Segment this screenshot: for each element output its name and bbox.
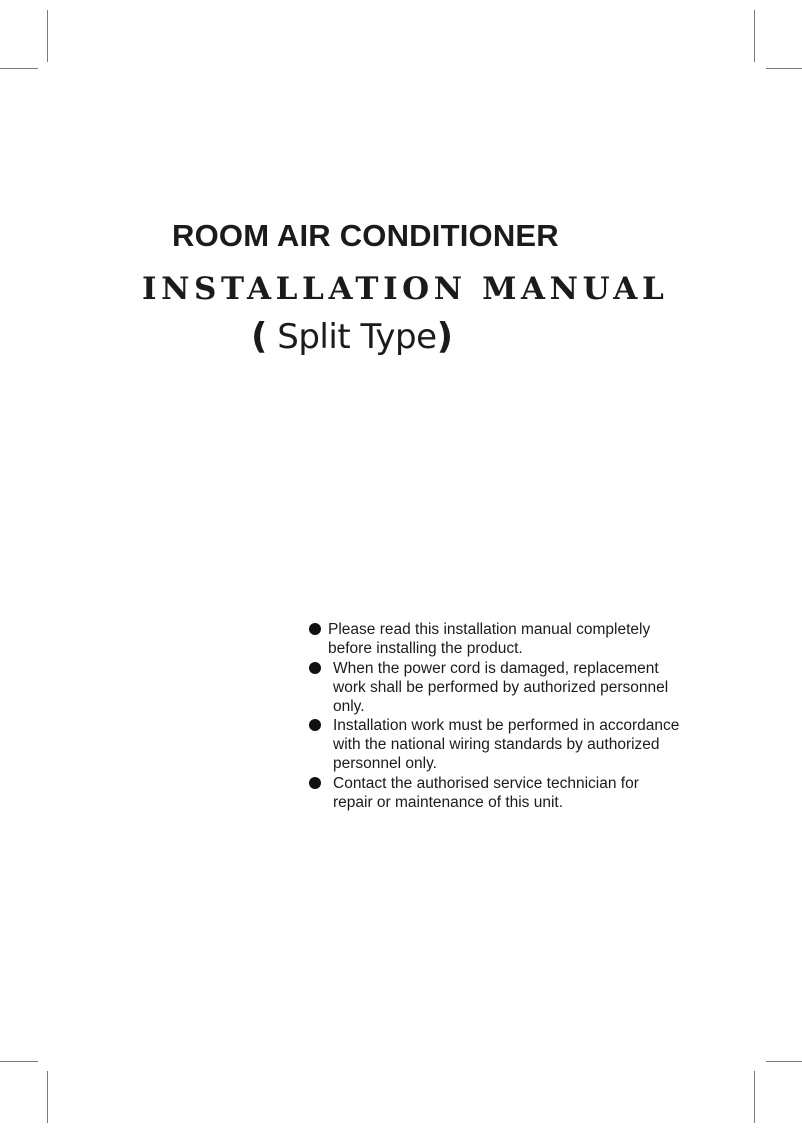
note-line: with the national wiring standards by authorized: [333, 736, 660, 753]
note-line: Installation work must be performed in accordance: [333, 717, 680, 734]
bullet-icon: [309, 777, 321, 789]
note-line: only.: [333, 697, 365, 715]
crop-mark: [766, 68, 802, 69]
note-item: [308, 774, 708, 812]
bullet-icon: [309, 623, 321, 635]
note-line: before installing the product.: [328, 640, 523, 657]
crop-mark: [754, 10, 755, 62]
note-item: [308, 659, 708, 716]
note-line: repair or maintenance of this unit.: [333, 793, 564, 811]
crop-mark: [47, 10, 48, 62]
crop-mark: [766, 1061, 802, 1062]
product-type: [251, 316, 453, 357]
safety-notes: [308, 620, 708, 812]
note-line: personnel only.: [333, 755, 437, 772]
crop-mark: [0, 1061, 38, 1062]
product-type-label: Split Type: [266, 317, 437, 357]
crop-mark: [754, 1071, 755, 1123]
document-subtitle: INSTALLATION MANUAL: [142, 271, 669, 307]
note-line: Contact the authorised service technician for: [333, 774, 639, 792]
crop-mark: [47, 1071, 48, 1123]
note-line: work shall be performed by authorized personnel: [333, 678, 669, 696]
note-line: Please read this installation manual completely: [328, 621, 651, 638]
note-item: [308, 620, 708, 658]
bullet-icon: [309, 662, 321, 674]
close-paren: ): [436, 316, 453, 357]
crop-mark: [0, 68, 38, 69]
bullet-icon: [309, 719, 321, 731]
note-item: [308, 716, 708, 773]
note-line: When the power cord is damaged, replacement: [333, 659, 659, 677]
document-title: ROOM AIR CONDITIONER: [172, 218, 559, 253]
open-paren: (: [251, 316, 267, 357]
